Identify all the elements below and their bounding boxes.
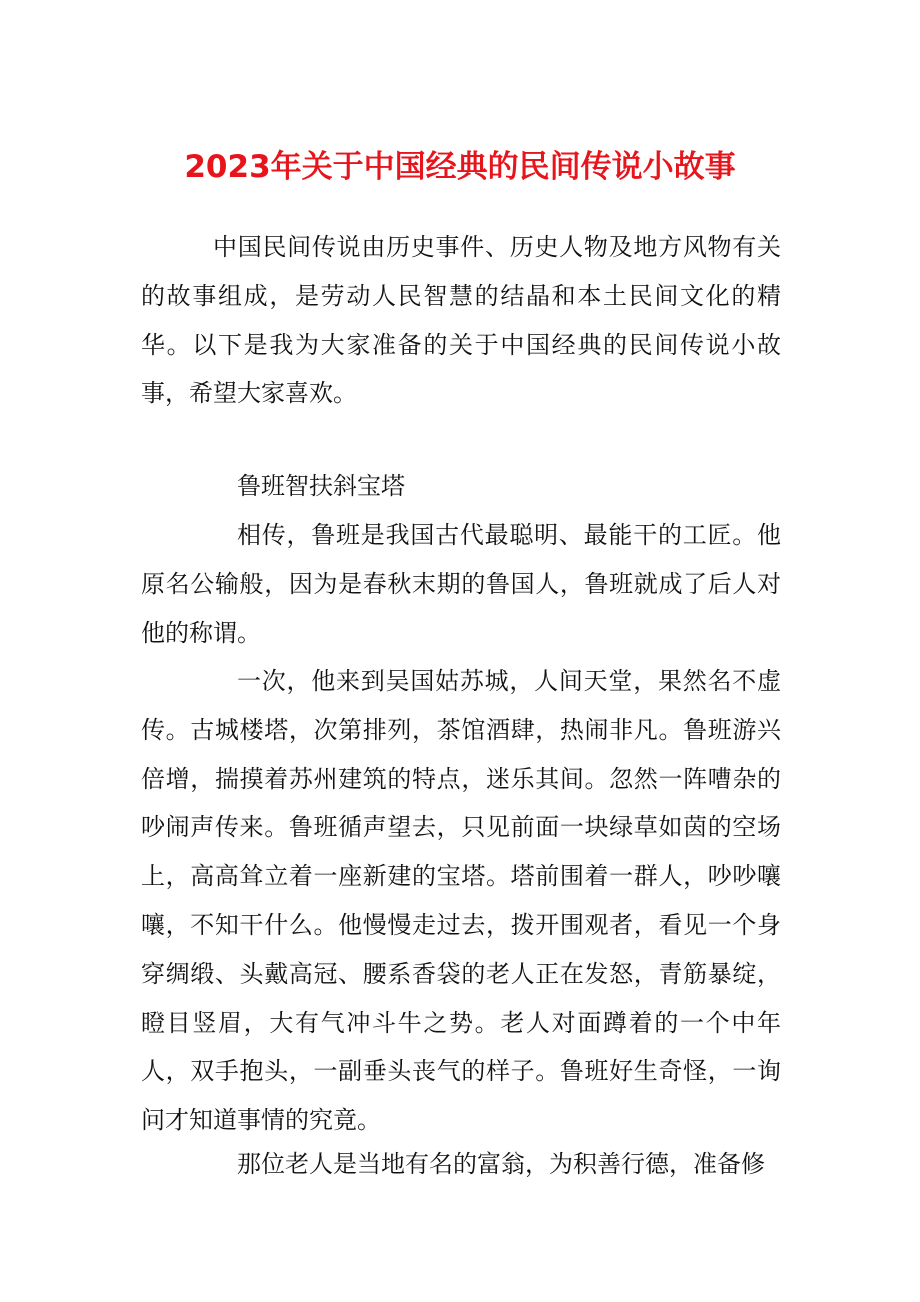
intro-paragraph: 中国民间传说由历史事件、历史人物及地方风物有关的故事组成，是劳动人民智慧的结晶和本土民间文化的精华。以下是我为大家准备的关于中国经典的民间传说小故事，希望大家喜欢。 bbox=[141, 233, 781, 408]
body-paragraph-1: 相传，鲁班是我国古代最聪明、最能干的工匠。他原名公输般，因为是春秋末期的鲁国人，鲁班就成了后人对他的称谓。 bbox=[141, 521, 781, 647]
body-paragraph-2: 一次，他来到吴国姑苏城，人间天堂，果然名不虚传。古城楼塔，次第排列，茶馆酒肆，热闹非凡。鲁班游兴倍增，揣摸着苏州建筑的特点，迷乐其间。忽然一阵嘈杂的吵闹声传来。鲁班循声望去，只见前面一块绿草如茵的空场上，高高耸立着一座新建的宝塔。塔前围着一群人，吵吵嚷嚷，不知干什么。他慢慢走过去，拨开围观者，看见一个身穿绸缎、头戴高冠、腰系香袋的老人正在发怒，青筋暴绽，瞪目竖眉，大有气冲斗牛之势。老人对面蹲着的一个中年人，双手抱头，一副垂头丧气的样子。鲁班好生奇怪，一询问才知道事情的究竟。 bbox=[141, 667, 781, 1135]
section-heading: 鲁班智扶斜宝塔 bbox=[237, 472, 405, 500]
document-title: 2023年关于中国经典的民间传说小故事 bbox=[184, 149, 736, 185]
body-paragraph-3: 那位老人是当地有名的富翁，为积善行德，准备修 bbox=[237, 1150, 765, 1178]
